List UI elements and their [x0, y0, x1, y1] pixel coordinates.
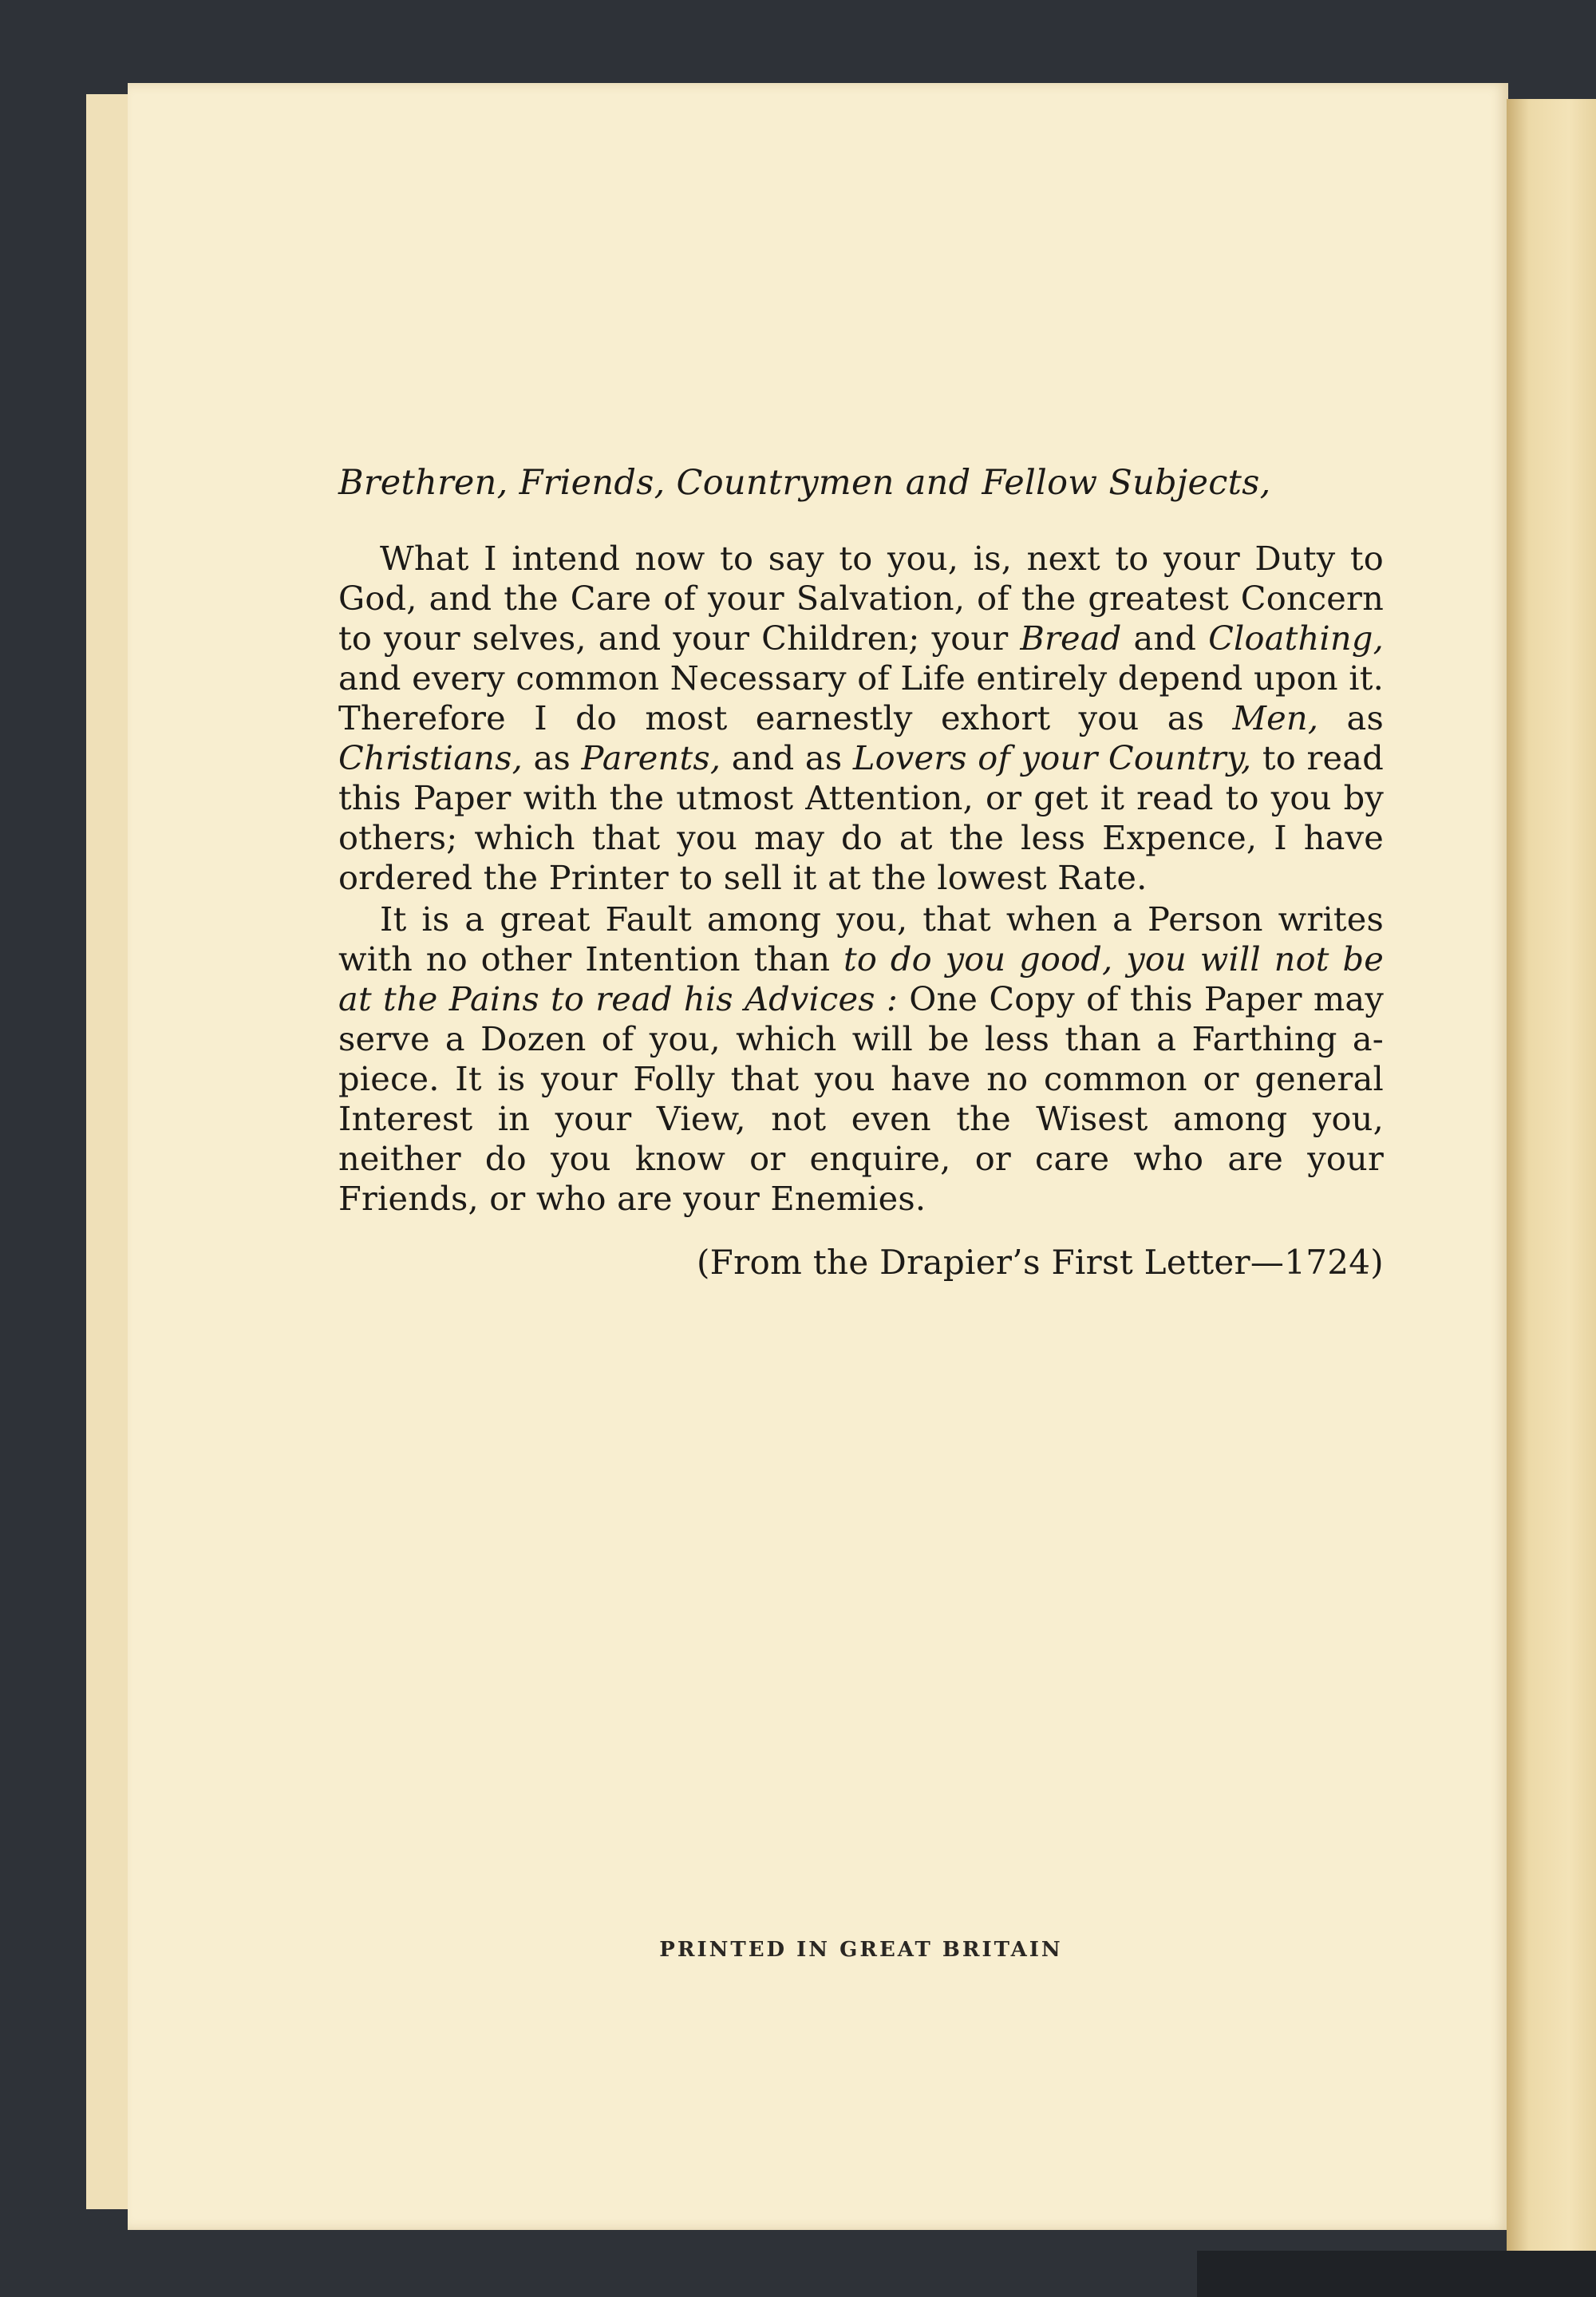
italic-span: Christians, — [338, 738, 523, 777]
main-text-block — [338, 459, 1384, 1283]
text-span: to read this Paper with the utmost Attention, or get it read to you by others; which that you may do at the less Expence, I have ordered the Printer to sell it at the lowest Rate. — [338, 738, 1384, 897]
text-span: It is a great Fault among you, that when a Person writes with no other Intention than — [338, 899, 1384, 978]
book-spine — [1507, 99, 1596, 2254]
text-span: and as — [721, 738, 853, 777]
bottom-shadow — [1197, 2251, 1596, 2297]
source-note: (From the Drapier’s First Letter—1724) — [696, 1243, 1384, 1282]
italic-span: Parents, — [581, 738, 721, 777]
paragraph-1 — [338, 539, 1384, 898]
italic-span: Bread — [1020, 619, 1122, 658]
text-span: as — [1318, 698, 1384, 737]
salutation: Brethren, Friends, Countrymen and Fellow Subjects, — [338, 463, 1271, 503]
text-span: One Copy of this Paper may serve a Dozen of you, which will be less than a Farthing a-piece. It is your Folly that you have no common or general Interest in your View, not even the Wisest among you, neither do you know or enquire, or care who are your Friends, or who are your Enemies. — [338, 979, 1385, 1218]
text-span: What I intend now to say to you, is, next to your Duty to God, and the Care of your Salvation, of the greatest Concern to your selves, and your Children; your — [338, 539, 1384, 658]
printer-imprint: PRINTED IN GREAT BRITAIN — [659, 1938, 1063, 1962]
text-span: as — [523, 738, 582, 777]
italic-span: to do you good, you will not be at the Pains to read his Advices : — [338, 939, 1384, 1018]
text-span: and every common Necessary of Life entirely depend upon it. Therefore I do most earnestly exhort you as — [338, 658, 1384, 737]
italic-span: Lovers of your Country, — [852, 738, 1252, 777]
italic-span: Men, — [1232, 698, 1319, 737]
paragraph-2 — [338, 899, 1384, 1219]
italic-span: Cloathing, — [1208, 619, 1384, 658]
text-span: and — [1121, 619, 1209, 658]
